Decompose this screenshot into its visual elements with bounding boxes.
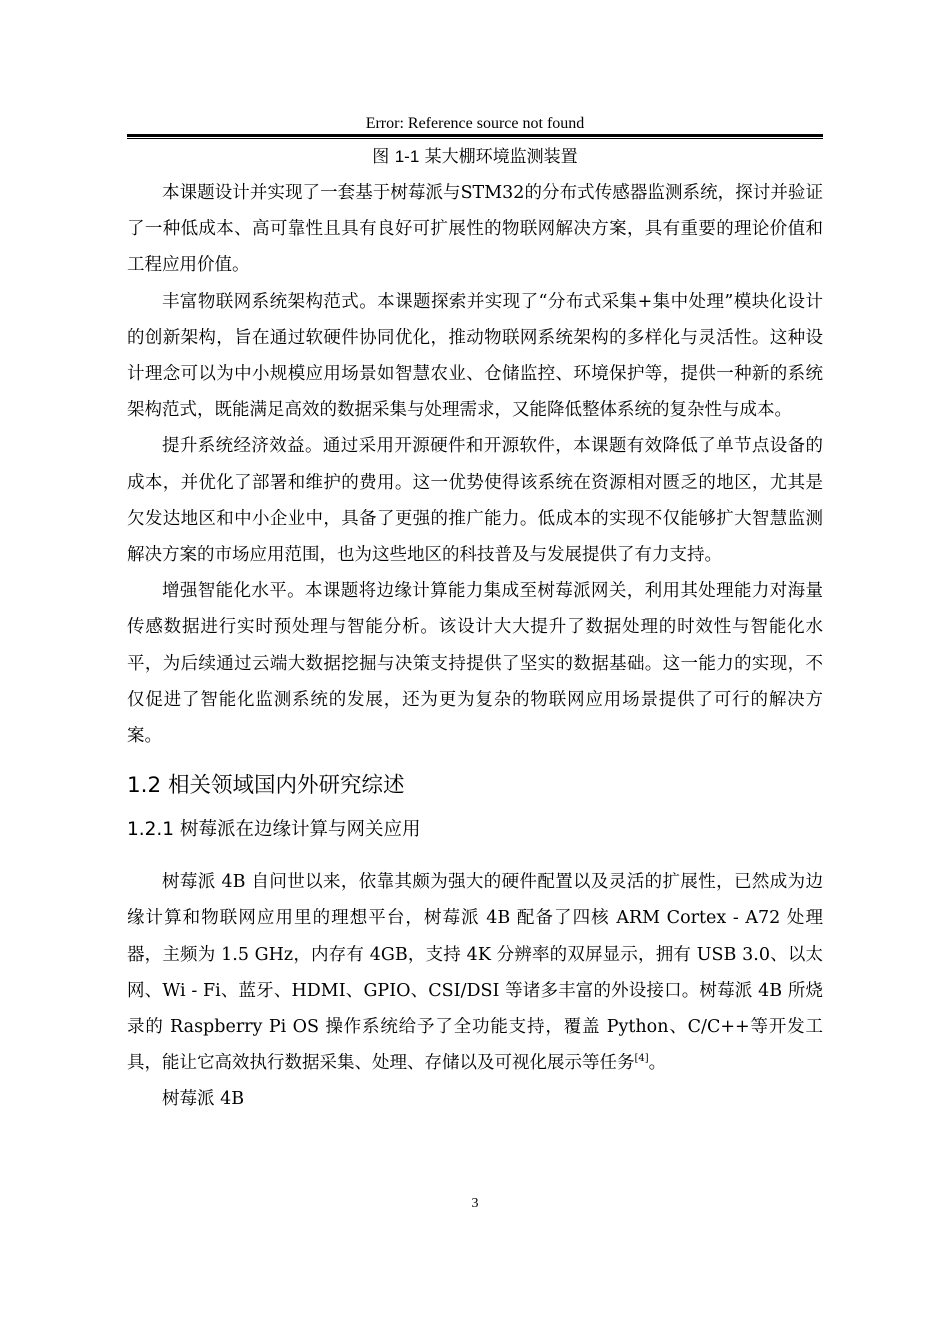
paragraph-significance: 本课题设计并实现了一套基于树莓派与STM32的分布式传感器监测系统，探讨并验证了一种低成本、高可靠性且具有良好可扩展性的物联网解决方案，具有重要的理论价值和工程应用价值。 (127, 183, 823, 276)
paragraph-intelligence: 增强智能化水平。本课题将边缘计算能力集成至树莓派网关，利用其处理能力对海量传感数据进行实时预处理与智能分析。该设计大大提升了数据处理的时效性与智能化水平，为后续通过云端大数据挖掘与决策支持提供了坚实的数据基础。这一能力的实现，不仅促进了智能化监测系统的发展，还为更为复杂的物联网应用场景提供了可行的解决方案。 (127, 581, 823, 747)
figure-caption-prefix: 图 (372, 147, 395, 167)
paragraph-economic: 提升系统经济效益。通过采用开源硬件和开源软件，本课题有效降低了单节点设备的成本，并优化了部署和维护的费用。这一优势使得该系统在资源相对匮乏的地区，尤其是欠发达地区和中小企业中，具备了更强的推广能力。低成本的实现不仅能够扩大智慧监测解决方案的市场应用范围，也为这些地区的科技普及与发展提供了有力支持。 (127, 436, 823, 566)
paragraph-raspberry-pi-end: 。 (648, 1053, 667, 1074)
paragraph-raspberry-pi-text: 树莓派 4B 自问世以来，依靠其颇为强大的硬件配置以及灵活的扩展性，已然成为边缘计算和物联网应用里的理想平台，树莓派 4B 配备了四核 ARM Cortex - A72 处理器，主频为 1.5 GHz，内存有 4GB，支持 4K 分辨率的双屏显示，拥有 USB 3.0、以太网、Wi - Fi、蓝牙、HDMI、GPIO、CSI/DSI 等诸多丰富的外设接口。树莓派 4B 所烧录的 Raspberry Pi OS 操作系统给予了全功能支持，覆盖 Python、C/C++等开发工具，能让它高效执行数据采集、处理、存储以及可视化展示等任务 (127, 872, 823, 1074)
paragraph-raspberry-pi (127, 864, 823, 1081)
section-heading: 1.2 相关领域国内外研究综述 (127, 773, 405, 799)
paragraph-trailing: 树莓派 4B (162, 1089, 245, 1110)
document-page (127, 0, 823, 1344)
citation-link[interactable]: [4] (634, 1053, 649, 1065)
subsection-heading: 1.2.1 树莓派在边缘计算与网关应用 (127, 819, 421, 841)
figure-caption-number: 1-1 (394, 147, 420, 166)
figure-caption (127, 145, 823, 169)
running-header: Error: Reference source not found (365, 115, 585, 132)
header-rule (127, 134, 823, 139)
body-text (127, 175, 823, 1118)
paragraph-architecture: 丰富物联网系统架构范式。本课题探索并实现了“分布式采集+集中处理”模块化设计的创新架构，旨在通过软硬件协同优化，推动物联网系统架构的多样化与灵活性。这种设计理念可以为中小规模应用场景如智慧农业、仓储监控、环境保护等，提供一种新的系统架构范式，既能满足高效的数据采集与处理需求，又能降低整体系统的复杂性与成本。 (127, 291, 823, 421)
page-number: 3 (471, 1196, 479, 1211)
figure-caption-title: 某大棚环境监测装置 (419, 147, 578, 167)
